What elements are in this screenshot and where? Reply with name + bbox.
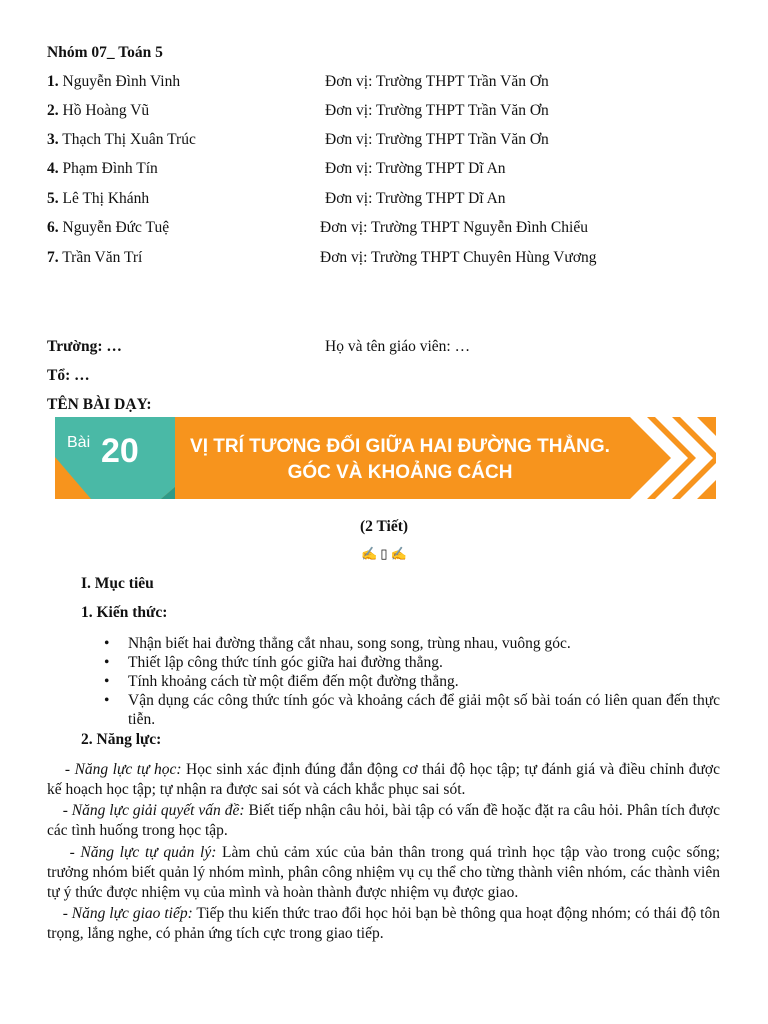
member-unit: Đơn vị: Trường THPT Chuyên Hùng Vương bbox=[320, 249, 597, 266]
member-name: Trần Văn Trí bbox=[62, 249, 143, 266]
member-name: Phạm Đình Tín bbox=[62, 160, 158, 177]
member-name: Hồ Hoàng Vũ bbox=[62, 102, 150, 119]
list-item: • Thiết lập công thức tính góc giữa hai đường thẳng. bbox=[104, 653, 720, 672]
member-row bbox=[47, 73, 180, 91]
banner-title-line1: VỊ TRÍ TƯƠNG ĐỐI GIỮA HAI ĐƯỜNG THẲNG. bbox=[190, 436, 610, 457]
list-item: • Tính khoảng cách từ một điểm đến một đường thẳng. bbox=[104, 672, 720, 691]
competency-lead: Năng lực tự học: bbox=[74, 761, 182, 778]
competency-text: Biết tiếp nhận câu hỏi, bài tập có vấn đề hoặc đặt ra câu hỏi. Phân tích được các tình huống trong học tập. bbox=[47, 802, 721, 839]
member-number: 1. bbox=[47, 73, 59, 90]
lesson-title-label: TÊN BÀI DẠY: bbox=[47, 396, 152, 413]
member-row bbox=[47, 131, 196, 149]
competency-paragraph: - Năng lực giao tiếp: Tiếp thu kiến thức trao đổi học hỏi bạn bè thông qua hoạt động nhóm; có thái độ tôn trọng, lắng nghe, có phản ứng tích cực trong giao tiếp. bbox=[47, 905, 720, 942]
lesson-banner bbox=[55, 417, 716, 499]
knowledge-list bbox=[104, 634, 720, 729]
competency-lead: Năng lực giải quyết vấn đề: bbox=[71, 802, 245, 819]
ornament-divider: ✍ ▯ ✍ bbox=[360, 546, 408, 561]
member-unit: Đơn vị: Trường THPT Trần Văn Ơn bbox=[325, 131, 549, 148]
group-title: Nhóm 07_ Toán 5 bbox=[47, 44, 163, 61]
competency-lead: Năng lực giao tiếp: bbox=[71, 905, 193, 922]
member-unit: Đơn vị: Trường THPT Dĩ An bbox=[325, 160, 506, 177]
member-unit: Đơn vị: Trường THPT Dĩ An bbox=[325, 190, 506, 207]
competency-paragraph: - Năng lực tự học: Học sinh xác định đúng đắn động cơ thái độ học tập; tự đánh giá và điều chỉnh được kế hoạch học tập; tự nhận ra được sai sót và cách khắc phục sai sót. bbox=[47, 761, 721, 798]
subsection-heading: 1. Kiến thức: bbox=[81, 604, 168, 621]
member-unit: Đơn vị: Trường THPT Trần Văn Ơn bbox=[325, 73, 549, 90]
member-unit: Đơn vị: Trường THPT Trần Văn Ơn bbox=[325, 102, 549, 119]
member-number: 6. bbox=[47, 219, 59, 236]
subsection-heading: 2. Năng lực: bbox=[81, 731, 162, 748]
member-name: Nguyễn Đình Vinh bbox=[62, 73, 181, 90]
banner-bai-number: 20 bbox=[101, 432, 139, 470]
member-number: 2. bbox=[47, 102, 59, 119]
member-number: 7. bbox=[47, 249, 59, 266]
member-row bbox=[47, 160, 158, 178]
member-row bbox=[47, 219, 169, 237]
member-name: Lê Thị Khánh bbox=[62, 190, 150, 207]
member-row bbox=[47, 190, 149, 208]
member-row bbox=[47, 249, 142, 267]
member-name: Thạch Thị Xuân Trúc bbox=[62, 131, 196, 148]
banner-title-line2: GÓC VÀ KHOẢNG CÁCH bbox=[287, 462, 513, 483]
member-number: 5. bbox=[47, 190, 59, 207]
teacher-field: Họ và tên giáo viên: … bbox=[325, 338, 471, 355]
member-unit: Đơn vị: Trường THPT Nguyễn Đình Chiểu bbox=[320, 219, 588, 236]
banner-bai-label: Bài bbox=[67, 434, 91, 451]
competency-paragraph: - Năng lực tự quản lý: Làm chủ cảm xúc của bản thân trong quá trình học tập vào trong cuộc sống; trưởng nhóm biết quản lý nhóm mình, phân công nhiệm vụ cụ thể cho từng thành viên nhóm, các thành viên tự ý thức được nhiệm vụ của mình và hoàn thành được nhiệm vụ được giao. bbox=[47, 844, 720, 901]
department-field: Tổ: … bbox=[47, 367, 90, 384]
section-heading: I. Mục tiêu bbox=[81, 575, 154, 592]
lesson-banner-graphic bbox=[55, 417, 716, 499]
list-item: • Nhận biết hai đường thẳng cắt nhau, song song, trùng nhau, vuông góc. bbox=[104, 634, 720, 653]
competency-text: Học sinh xác định đúng đắn động cơ thái độ học tập; tự đánh giá và điều chỉnh được kế hoạch học tập; tự nhận ra được sai sót và cách khắc phục sai sót. bbox=[47, 761, 721, 798]
member-row bbox=[47, 102, 149, 120]
member-number: 3. bbox=[47, 131, 59, 148]
competency-lead: Năng lực tự quản lý: bbox=[80, 844, 217, 861]
competency-text: Tiếp thu kiến thức trao đổi học hỏi bạn bè thông qua hoạt động nhóm; có thái độ tôn trọng, lắng nghe, có phản ứng tích cực trong giao tiếp. bbox=[47, 905, 720, 942]
school-field: Trường: … bbox=[47, 338, 122, 355]
competency-paragraph: - Năng lực giải quyết vấn đề: Biết tiếp nhận câu hỏi, bài tập có vấn đề hoặc đặt ra câu hỏi. Phân tích được các tình huống trong học tập. bbox=[47, 802, 721, 839]
list-item: • Vận dụng các công thức tính góc và khoảng cách để giải một số bài toán có liên quan đến thực tiễn. bbox=[104, 691, 720, 729]
member-number: 4. bbox=[47, 160, 59, 177]
member-name: Nguyễn Đức Tuệ bbox=[62, 219, 170, 236]
periods-label: (2 Tiết) bbox=[359, 518, 409, 535]
competency-text: Làm chủ cảm xúc của bản thân trong quá trình học tập vào trong cuộc sống; trưởng nhóm biết quản lý nhóm mình, phân công nhiệm vụ cụ thể cho từng thành viên nhóm, các thành viên tự ý thức được nhiệm vụ của mình và hoàn thành được nhiệm vụ được giao. bbox=[47, 844, 720, 901]
